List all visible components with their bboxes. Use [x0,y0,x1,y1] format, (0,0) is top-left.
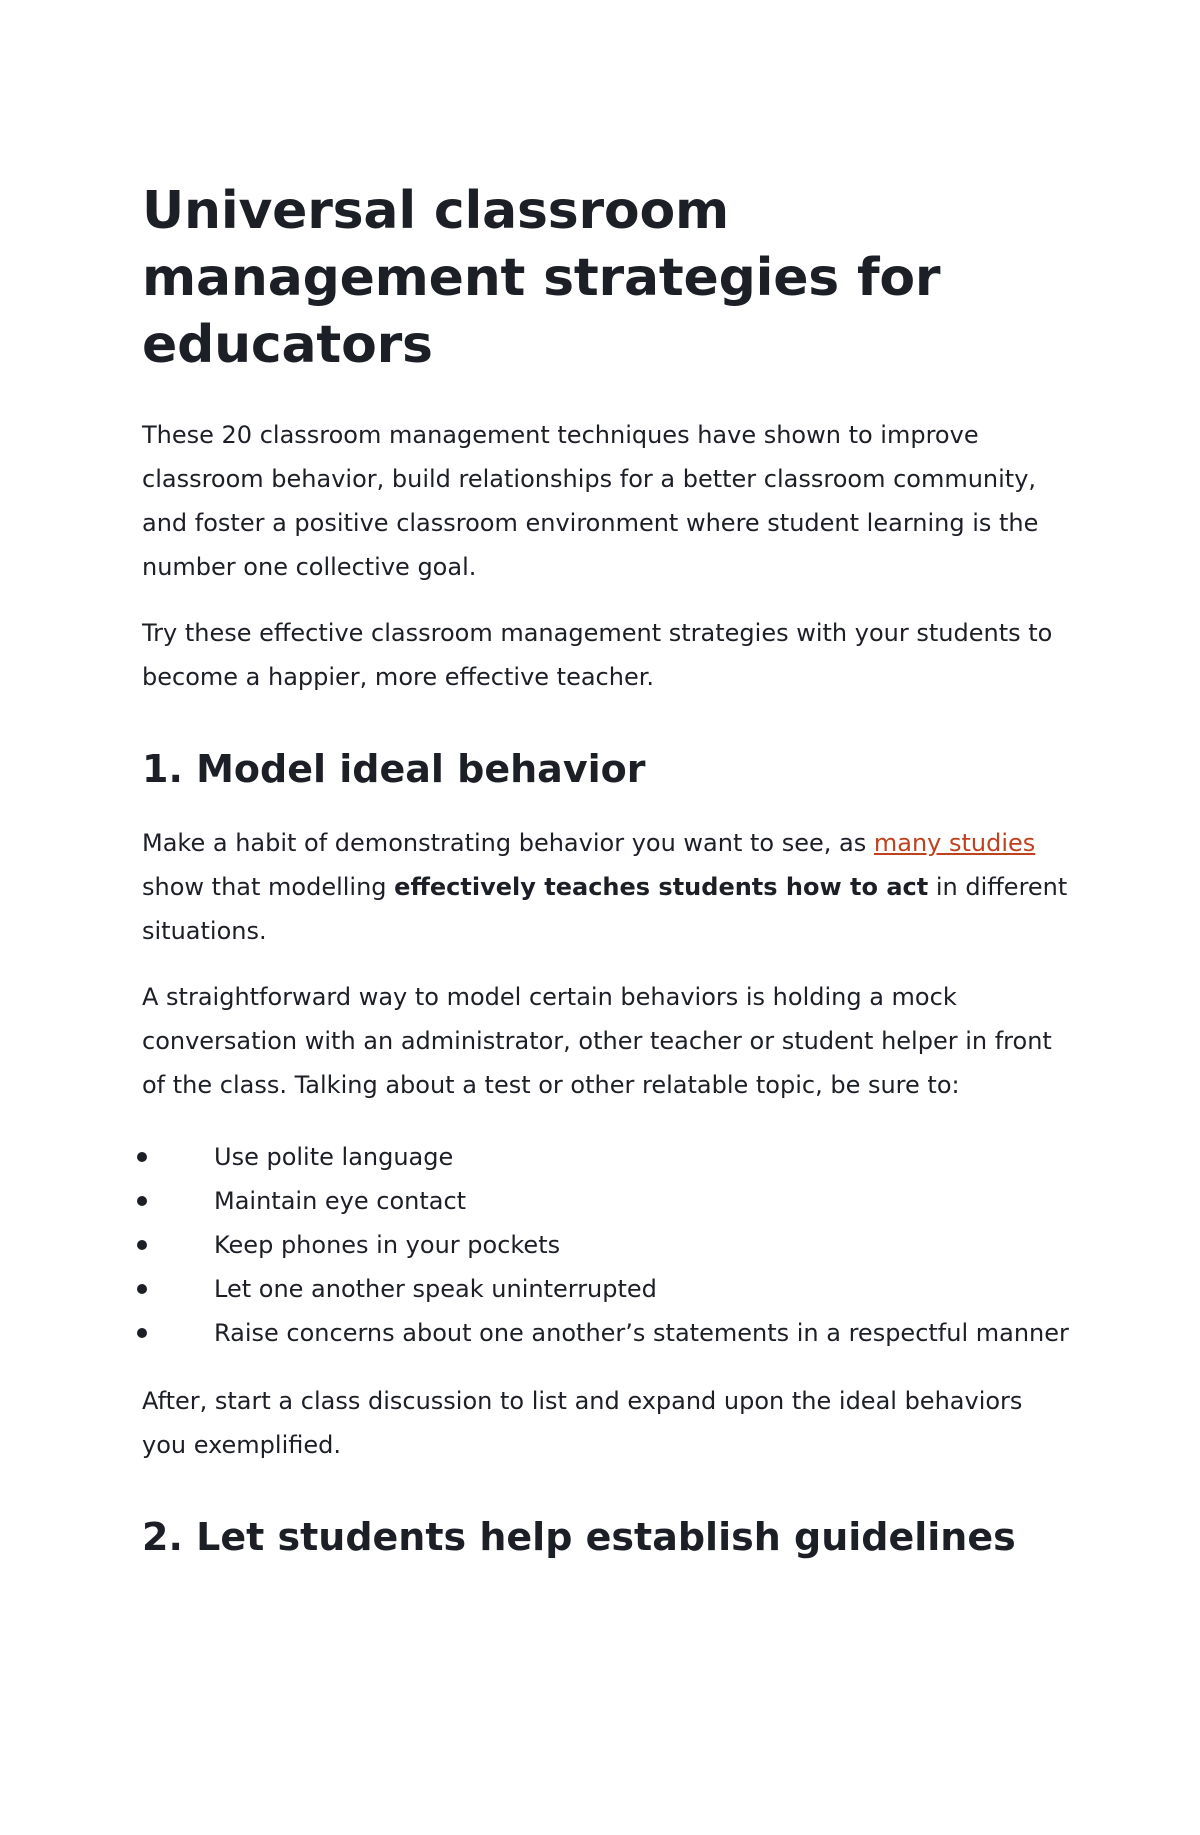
page-title: Universal classroom management strategies for educators [142,181,941,375]
section-1-paragraph-1 [142,821,1072,953]
list-item [142,1179,1072,1223]
section-1-text-before-link: Make a habit of demonstrating behavior you want to see, as [142,829,874,857]
many-studies-link[interactable]: many studies [873,829,1036,857]
section-1-heading: 1. Model ideal behavior [142,747,646,791]
list-item [142,1135,1072,1179]
intro-paragraph-1: These 20 classroom management techniques have shown to improve classroom behavior, build relationships for a better classroom community, and foster a positive classroom environment where student learning is the number one collective goal. [142,421,1039,581]
bullet-icon [137,1240,147,1250]
list-item-text: Keep phones in your pockets [214,1231,561,1259]
list-item [142,1311,1072,1355]
list-item-text: Raise concerns about one another’s statements in a respectful manner [214,1319,1069,1347]
bullet-icon [137,1196,147,1206]
section-1-bold-text: effectively teaches students how to act [394,873,929,901]
section-1-paragraph-2: A straightforward way to model certain behaviors is holding a mock conversation with an administrator, other teacher or student helper in front of the class. Talking about a test or other relatable topic, be sure to: [142,983,1052,1099]
section-1-text-middle: show that modelling [142,873,395,901]
bullet-icon [137,1284,147,1294]
bullet-icon [137,1152,147,1162]
behavior-bullet-list [142,1135,1072,1355]
list-item [142,1267,1072,1311]
section-1-text-after: in different situations. [142,873,1068,945]
list-item-text: Let one another speak uninterrupted [214,1275,657,1303]
list-item [142,1223,1072,1267]
list-item-text: Use polite language [214,1143,454,1171]
intro-paragraph-2: Try these effective classroom management strategies with your students to become a happier, more effective teacher. [142,619,1053,691]
list-item-text: Maintain eye contact [214,1187,467,1215]
section-1-paragraph-3: After, start a class discussion to list and expand upon the ideal behaviors you exemplified. [142,1387,1023,1459]
bullet-icon [137,1328,147,1338]
document-page [142,178,1072,1589]
section-2-heading: 2. Let students help establish guidelines [142,1515,1016,1559]
